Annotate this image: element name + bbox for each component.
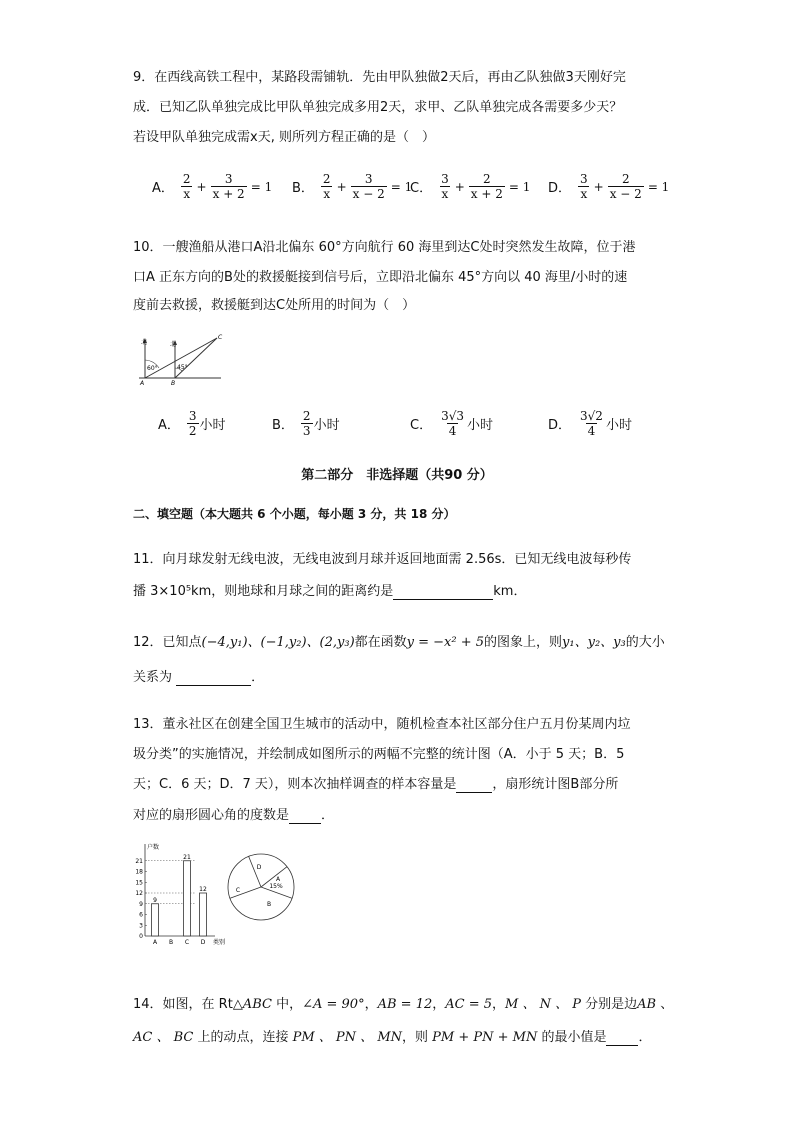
fig-angle-60: 60°: [147, 365, 158, 372]
q13-line-2: 圾分类”的实施情况，并绘制成如图所示的两幅不完整的统计图（A．小于 5 天；B．5: [133, 747, 625, 762]
q9-option-b[interactable]: [292, 172, 415, 201]
q9-term-1: [439, 172, 451, 201]
q10-option-c[interactable]: [410, 409, 493, 438]
q9-line-3: 若设甲队单独完成需x天, 则所列方程正确的是（ ）: [133, 130, 435, 145]
q12-line-1b: 都在函数: [354, 635, 407, 650]
pie-label: B: [266, 901, 272, 908]
fig-point-c: C: [218, 334, 223, 341]
q9-option-a[interactable]: [152, 172, 275, 201]
q14-points: M 、 N 、 P: [505, 997, 581, 1012]
q11-line-2a: 播 3×10⁵km，则地球和月球之间的距离约是: [133, 584, 394, 599]
fig-point-b: B: [171, 380, 176, 387]
q14-line-1d: 分别是边: [581, 997, 638, 1012]
x-tick-label: C: [184, 939, 190, 946]
q10-option-d[interactable]: [548, 409, 632, 438]
q14-edges: AC 、 BC: [133, 1030, 194, 1045]
q10-time-fraction: [301, 409, 313, 438]
q9-term-2-den: x − 2: [609, 187, 642, 201]
q10-unit: 小时: [313, 418, 340, 433]
q13-line-4a: 对应的扇形圆心角的度数是: [133, 808, 290, 823]
q12-line-2a: 关系为: [133, 670, 177, 685]
q10-time-fraction-den: 3: [302, 424, 311, 438]
q9-term-2: [608, 172, 644, 201]
q10-unit: 小时: [467, 418, 494, 433]
q14-segments: PM 、 PN 、 MN: [292, 1030, 403, 1045]
q10-time-fraction-den: 4: [587, 424, 596, 438]
y-tick-label: 6: [139, 911, 143, 919]
pie-label: D: [256, 864, 262, 871]
plus-sign: +: [593, 179, 604, 194]
q10-time-fraction-num: 3√2: [580, 409, 603, 423]
q14-expression: PM + PN + MN: [432, 1030, 538, 1045]
q9-term-2-den: x + 2: [212, 187, 245, 201]
y-tick-label: 3: [139, 922, 143, 930]
q13-line-3b: ，扇形统计图B部分所: [492, 777, 619, 792]
q14-line-1: [133, 993, 673, 1012]
q10-unit: 小时: [199, 418, 226, 433]
q10-time-fraction: [439, 409, 466, 438]
q14-line-2b: 上的动点，连接: [193, 1030, 293, 1045]
q10-unit: 小时: [605, 418, 632, 433]
q10-time-fraction: [187, 409, 199, 438]
section-two-title: 二、填空题（本大题共 6 个小题，每小题 3 分，共 18 分）: [133, 507, 456, 521]
q12-line-1c: 的图象上，则: [484, 635, 563, 650]
q10-time-fraction-num: 3: [188, 409, 197, 423]
q14-line-2: [133, 1026, 652, 1046]
q10-line-1: 10．一艘渔船从港口A沿北偏东 60°方向航行 60 海里到达C处时突然发生故障，位于港: [133, 240, 636, 255]
q10-option-label: B．: [272, 418, 294, 433]
q9-term-1-den: x: [183, 187, 191, 201]
q9-line-2: 成．已知乙队单独完成比甲队单独完成多用2天，求甲、乙队单独完成各需要多少天？: [133, 100, 623, 115]
q9-term-1: [578, 172, 590, 201]
q13-line-4: [133, 804, 334, 824]
bar-value-a: 9: [153, 896, 157, 904]
q12-line-1d: 的大小: [625, 635, 665, 650]
plus-sign: +: [336, 179, 347, 194]
q12-answer-blank[interactable]: [176, 670, 251, 686]
q14-line-2c: ，则: [402, 1030, 433, 1045]
y-tick-label: 0: [139, 933, 143, 940]
q9-term-2-den: x − 2: [352, 187, 385, 201]
bar-d: [200, 893, 207, 936]
plus-sign: +: [454, 179, 465, 194]
q12-line-2: [133, 666, 264, 686]
q9-term-1-num: 3: [580, 172, 588, 186]
q12-line-1a: 12．已知点: [133, 635, 202, 650]
q10-time-fraction: [578, 409, 605, 438]
q10-figure: [137, 330, 237, 390]
fig-north-1: 北: [141, 339, 148, 346]
q9-term-1-num: 2: [182, 172, 191, 186]
q9-term-2: [469, 172, 505, 201]
q13-blank-2[interactable]: [289, 808, 321, 824]
q11-line-2b: km．: [493, 584, 527, 599]
q9-term-2-num: 3: [364, 172, 373, 186]
q10-time-fraction-num: 3√3: [441, 409, 464, 423]
q9-rhs: = 1: [390, 179, 413, 194]
q13-line-3a: 天；C．6 天；D．7 天），则本次抽样调查的样本容量是: [133, 777, 457, 792]
q9-term-2-den: x + 2: [470, 187, 503, 201]
q11-line-1: 11．向月球发射无线电波，无线电波到月球并返回地面需 2.56s．已知无线电波每秒传: [133, 552, 632, 567]
fig-point-a: A: [140, 380, 145, 387]
q9-term-2: [211, 172, 247, 201]
pie-label: C: [235, 887, 241, 894]
q9-term-2-num: 2: [483, 172, 491, 186]
fig-angle-45: 45°: [177, 364, 188, 371]
y-tick-label: 12: [135, 890, 143, 897]
q13-line-3: [133, 773, 618, 793]
q9-option-label: D．: [548, 181, 572, 196]
q9-option-label: C．: [410, 181, 433, 196]
q14-cond-2: AB = 12: [377, 997, 433, 1012]
q11-line-2: [133, 580, 526, 600]
q9-term-2-num: 2: [621, 172, 630, 186]
y-tick-label: 9: [139, 900, 143, 908]
q9-term-2-num: 3: [224, 172, 233, 186]
q9-term-2: [351, 172, 387, 201]
q10-option-label: D．: [548, 418, 572, 433]
x-tick-label: A: [152, 939, 158, 946]
q10-time-fraction-den: 4: [448, 424, 457, 438]
q9-option-c[interactable]: [410, 172, 533, 201]
bar-a: [152, 904, 159, 936]
q9-term-1: [321, 172, 333, 201]
y-tick-label: 21: [135, 857, 143, 865]
q9-term-1-num: 2: [322, 172, 331, 186]
x-tick-label: D: [200, 939, 206, 946]
bar-value-d: 12: [199, 886, 207, 893]
q14-cond-3: AC = 5: [445, 997, 493, 1012]
bar-value-c: 21: [183, 853, 191, 861]
pie-label: A: [275, 876, 281, 883]
q11-answer-blank[interactable]: [393, 584, 493, 600]
q13-blank-1[interactable]: [456, 777, 492, 793]
q10-time-fraction-den: 2: [188, 424, 197, 438]
q10-option-label: A．: [158, 418, 180, 433]
pie-chart: [226, 852, 296, 922]
q13-line-1: 13．董永社区在创建全国卫生城市的活动中，随机检查本社区部分住户五月份某周内垃: [133, 717, 631, 732]
q14-line-2e: ．: [638, 1030, 652, 1045]
plus-sign: +: [196, 179, 207, 194]
q9-term-1-num: 3: [441, 172, 449, 186]
q14-line-1c: ，: [492, 997, 506, 1012]
fig-north-2: 北: [170, 341, 177, 348]
q9-option-d[interactable]: [548, 172, 672, 201]
q9-rhs: = 1: [250, 179, 273, 194]
q10-option-label: C．: [410, 418, 433, 433]
y-tick-label: 18: [135, 868, 143, 876]
q9-term-1-den: x: [323, 187, 331, 201]
q9-term-1: [181, 172, 193, 201]
q9-option-label: B．: [292, 181, 314, 196]
q10-time-fraction-num: 2: [302, 409, 311, 423]
x-axis-label: 类别: [213, 939, 226, 946]
q14-triangle: △ABC: [232, 997, 272, 1012]
q13-line-4b: ．: [321, 808, 335, 823]
y-axis-label: 户数: [147, 844, 160, 851]
part-two-title: 第二部分 非选择题（共90 分）: [301, 468, 493, 483]
q12-vars: y₁、y₂、y₃: [562, 635, 626, 650]
q9-rhs: = 1: [508, 179, 531, 194]
q12-line-1: [133, 631, 665, 650]
q14-sep-2: ，: [432, 997, 446, 1012]
bar-chart: [133, 840, 233, 950]
q10-line-3: 度前去救援，救援艇到达C处所用的时间为（ ）: [133, 298, 416, 313]
q12-points: (−4,y₁)、(−1,y₂)、(2,y₃): [201, 635, 355, 650]
x-tick-label: B: [168, 939, 174, 946]
q9-rhs: = 1: [647, 179, 670, 194]
q14-line-1b: 中，: [271, 997, 303, 1012]
q9-option-label: A．: [152, 181, 174, 196]
q12-line-2b: ．: [251, 670, 265, 685]
pie-percent-label: 15%: [269, 883, 283, 890]
q14-line-2d: 的最小值是: [537, 1030, 607, 1045]
q10-option-b[interactable]: [272, 409, 340, 438]
q14-edge-ab: AB: [637, 997, 657, 1012]
q14-answer-blank[interactable]: [606, 1030, 638, 1046]
q10-option-a[interactable]: [158, 409, 226, 438]
q10-line-2: 口A 正东方向的B处的救援艇接到信号后，立即沿北偏东 45°方向以 40 海里/小时的速: [133, 270, 628, 285]
q14-line-1a: 14．如图，在 Rt: [133, 997, 233, 1012]
bar-c: [184, 861, 191, 936]
q9-term-1-den: x: [441, 187, 449, 201]
q9-term-1-den: x: [580, 187, 588, 201]
q12-function: y = −x² + 5: [406, 635, 485, 650]
y-tick-label: 15: [135, 879, 143, 887]
q14-line-1e: 、: [656, 997, 674, 1012]
q14-cond-1: ∠A = 90°: [302, 997, 365, 1012]
q14-sep-1: ，: [364, 997, 378, 1012]
q9-line-1: 9．在西线高铁工程中，某路段需铺轨．先由甲队独做2天后，再由乙队独做3天刚好完: [133, 70, 626, 85]
